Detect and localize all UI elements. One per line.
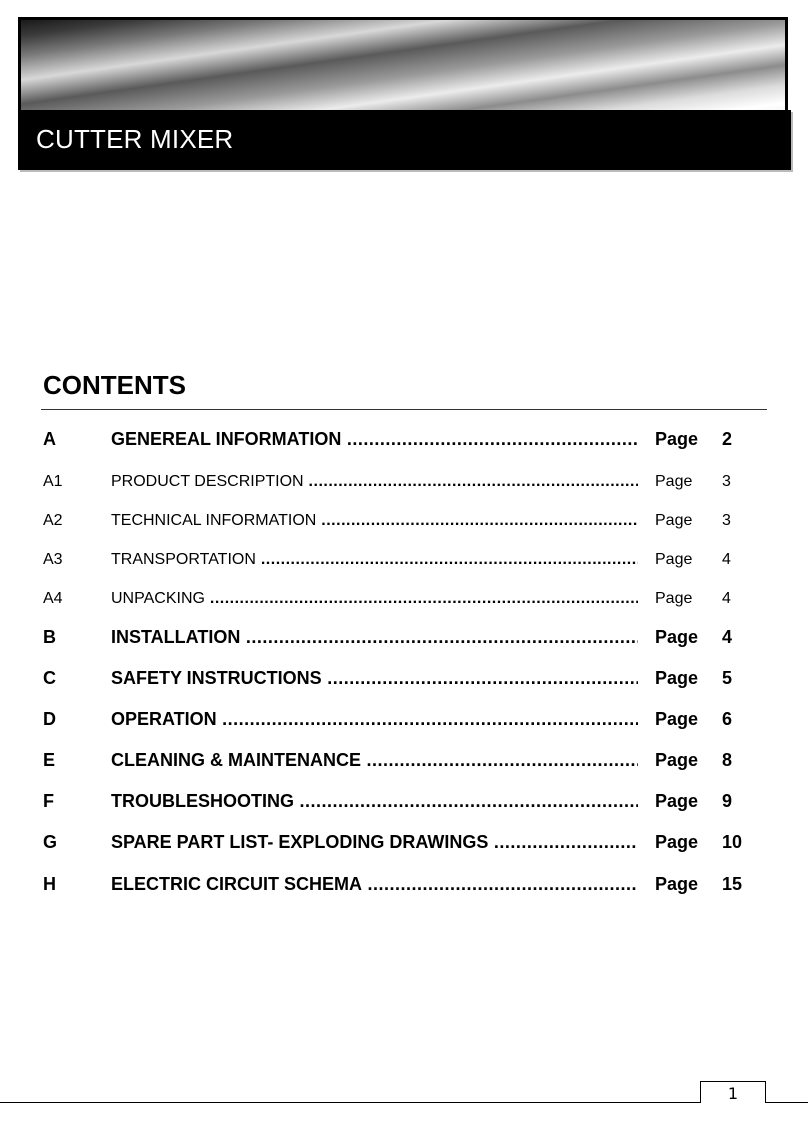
- toc-page-number: 3: [722, 512, 731, 529]
- toc-section-label: TRANSPORTATION .....: [111, 551, 638, 569]
- toc-section-code: A1: [43, 473, 63, 490]
- toc-page-number: 4: [722, 627, 733, 647]
- document-title: CUTTER MIXER: [36, 124, 234, 154]
- toc-section-code: G: [43, 832, 58, 852]
- toc-entry[interactable]: [0, 663, 808, 691]
- footer-divider: [0, 1102, 808, 1103]
- header-banner-gradient: [18, 17, 788, 113]
- toc-section-label: TROUBLESHOOTING .....: [111, 791, 638, 812]
- header-title-bar: [18, 110, 791, 170]
- toc-section-code: C: [43, 668, 56, 688]
- toc-entry[interactable]: [0, 786, 808, 814]
- toc-section-code: D: [43, 709, 56, 729]
- toc-entry[interactable]: [0, 745, 808, 773]
- toc-page-word: Page: [655, 791, 699, 811]
- toc-page-word: Page: [655, 627, 699, 647]
- toc-entry[interactable]: [0, 827, 808, 855]
- toc-entry[interactable]: [0, 622, 808, 650]
- toc-entry[interactable]: [0, 543, 808, 571]
- toc-page-number: 4: [722, 551, 731, 568]
- toc-section-code: E: [43, 750, 56, 770]
- toc-section-code: F: [43, 791, 54, 811]
- toc-page-number: 5: [722, 668, 733, 688]
- toc-page-number: 15: [722, 874, 743, 894]
- toc-page-word: Page: [655, 832, 699, 852]
- toc-page-number: 3: [722, 473, 731, 490]
- toc-section-label: INSTALLATION .....: [111, 627, 638, 648]
- toc-entry[interactable]: [0, 465, 808, 493]
- toc-section-code: B: [43, 627, 56, 647]
- toc-section-label: UNPACKING .....: [111, 590, 638, 608]
- toc-page-word: Page: [655, 429, 699, 449]
- toc-page-word: Page: [655, 750, 699, 770]
- toc-page-word: Page: [655, 668, 699, 688]
- toc-section-label: GENEREAL INFORMATION .....: [111, 429, 638, 450]
- contents-heading: CONTENTS: [43, 370, 186, 400]
- toc-entry[interactable]: [0, 504, 808, 532]
- toc-page-word: Page: [655, 551, 693, 568]
- toc-section-label: SPARE PART LIST- EXPLODING DRAWINGS .....: [111, 832, 638, 853]
- toc-entry[interactable]: [0, 582, 808, 610]
- toc-page-word: Page: [655, 473, 693, 490]
- toc-page-number: 10: [722, 832, 743, 852]
- page-number-tab: [700, 1081, 766, 1103]
- toc-page-number: 6: [722, 709, 733, 729]
- toc-page-word: Page: [655, 512, 693, 529]
- toc-page-word: Page: [655, 590, 693, 607]
- toc-entry[interactable]: [0, 869, 808, 897]
- toc-entry[interactable]: [0, 704, 808, 732]
- toc-page-word: Page: [655, 709, 699, 729]
- toc-page-word: Page: [655, 874, 699, 894]
- toc-section-label: SAFETY INSTRUCTIONS .....: [111, 668, 638, 689]
- contents-divider: [41, 409, 767, 410]
- page-number: 1: [727, 1084, 739, 1103]
- toc-page-number: 9: [722, 791, 733, 811]
- toc-section-label: ELECTRIC CIRCUIT SCHEMA .....: [111, 874, 638, 895]
- toc-section-label: PRODUCT DESCRIPTION .....: [111, 473, 638, 491]
- toc-section-code: A2: [43, 512, 63, 529]
- toc-section-code: A3: [43, 551, 63, 568]
- toc-entry[interactable]: [0, 424, 808, 452]
- toc-page-number: 2: [722, 429, 733, 449]
- toc-section-label: CLEANING & MAINTENANCE .....: [111, 750, 638, 771]
- toc-section-label: OPERATION .....: [111, 709, 638, 730]
- toc-section-code: A4: [43, 590, 63, 607]
- toc-page-number: 8: [722, 750, 733, 770]
- toc-section-code: H: [43, 874, 56, 894]
- toc-section-code: A: [43, 429, 56, 449]
- toc-section-label: TECHNICAL INFORMATION .....: [111, 512, 638, 530]
- toc-page-number: 4: [722, 590, 731, 607]
